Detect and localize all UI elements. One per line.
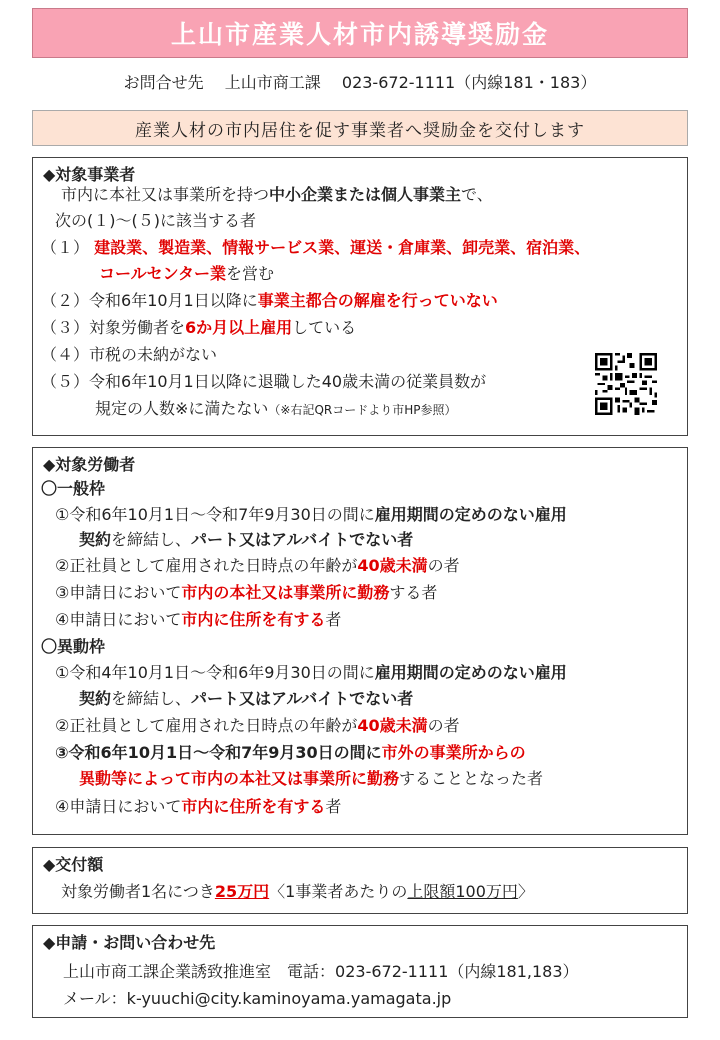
criterion-number: （５）: [41, 372, 90, 391]
contact-mail[interactable]: メール：k-yuuchi@city.kaminoyama.yamagata.jp: [63, 989, 452, 1008]
text-bold: 雇用期間の定めのない雇用: [374, 505, 567, 524]
transfer-item-3-cont: [79, 768, 543, 790]
contact-label: お問合せ先: [123, 73, 204, 92]
text: することとなった者: [399, 769, 544, 788]
section-heading: ◆交付額: [43, 855, 104, 874]
general-item-1: [55, 504, 567, 526]
criterion-2: [41, 290, 498, 312]
general-item-1-cont: [79, 529, 413, 551]
contact-office-line: [63, 961, 579, 983]
text: ④申請日において: [55, 797, 182, 816]
text-red: 市外の事業所からの: [381, 743, 526, 762]
transfer-item-1: [55, 662, 567, 684]
text-red: 6か月以上雇用: [185, 318, 293, 337]
criterion-1-cont: [99, 263, 274, 285]
page-title: 上山市産業人材市内誘導奨励金: [32, 8, 688, 58]
text: の者: [427, 556, 460, 575]
criterion-number: （１）: [41, 238, 90, 257]
section-grant-amount: [32, 847, 688, 914]
text-bold: 契約: [79, 530, 112, 549]
text: ①令和6年10月1日～令和7年9月30日の間に: [55, 505, 375, 524]
text: を営む: [226, 264, 275, 283]
text-bold: ③令和6年10月1日～令和7年9月30日の間に: [55, 743, 382, 762]
text: 規定の人数※に満たない: [95, 399, 269, 418]
text: を締結し、: [111, 689, 192, 708]
criterion-number: （２）: [41, 291, 90, 310]
text: 者: [325, 610, 342, 629]
text-red: 40歳未満: [357, 716, 428, 735]
text: ④申請日において: [55, 610, 182, 629]
text: ②正社員として雇用された日時点の年齢が: [55, 556, 358, 575]
text: を締結し、: [111, 530, 192, 549]
subtitle: 産業人材の市内居住を促す事業者へ奨励金を交付します: [32, 110, 688, 146]
criterion-4: [41, 344, 217, 366]
transfer-item-3: [55, 742, 526, 764]
text: 令和6年10月1日以降に退職した40歳未満の従業員数が: [89, 372, 487, 391]
general-frame-title: 〇一般枠: [41, 479, 106, 498]
text: 市税の未納がない: [89, 345, 218, 364]
transfer-item-2: [55, 715, 460, 737]
text-red: 市内に住所を有する: [181, 610, 326, 629]
text: 対象労働者1名につき: [61, 882, 215, 901]
text-red: 市内の本社又は事業所に勤務: [181, 583, 390, 602]
qr-code-icon[interactable]: [595, 353, 657, 415]
text-red: 事業主都合の解雇を行っていない: [257, 291, 498, 310]
criterion-3: [41, 317, 356, 339]
text-bold: 中小企業または個人事業主: [269, 185, 462, 204]
text: 令和6年10月1日以降に: [89, 291, 258, 310]
section-target-workers: [32, 447, 688, 835]
transfer-frame-title: 〇異動枠: [41, 637, 106, 656]
section-application-contact: [32, 925, 688, 1018]
criterion-5: [41, 371, 486, 393]
section-heading: ◆対象労働者: [43, 455, 136, 474]
general-item-2: [55, 555, 460, 577]
criteria-intro-2: 次の(１)～(５)に該当する者: [55, 211, 256, 230]
general-item-4: [55, 609, 341, 631]
criterion-number: （４）: [41, 345, 90, 364]
contact-line: [0, 70, 720, 93]
criteria-intro: [61, 184, 493, 206]
text: 者: [325, 797, 342, 816]
text-red: 建設業、製造業、情報サービス業、運送・倉庫業、卸売業、宿泊業、: [94, 238, 591, 257]
text-bold: 雇用期間の定めのない雇用: [374, 663, 567, 682]
text: 市内に本社又は事業所を持つ: [61, 185, 270, 204]
criterion-number: （３）: [41, 318, 90, 337]
text: する者: [389, 583, 438, 602]
contact-office: 上山市商工課企業誘致推進室: [63, 962, 272, 981]
section-heading: ◆対象事業者: [43, 165, 136, 184]
text: 〈1事業者あたりの: [269, 882, 408, 901]
grant-amount: 25万円: [214, 882, 270, 901]
text-red: 異動等によって市内の本社又は事業所に勤務: [79, 769, 400, 788]
text-bold: パート又はアルバイトでない者: [191, 530, 414, 549]
text-bold: 契約: [79, 689, 112, 708]
section-target-employers: [32, 157, 688, 436]
general-item-3: [55, 582, 437, 604]
qr-note: （※右記QRコードより市HP参照）: [268, 403, 457, 417]
contact-phone: 023-672-1111（内線181・183）: [341, 73, 597, 92]
text-red: 40歳未満: [357, 556, 428, 575]
text: で、: [461, 185, 493, 204]
contact-phone: 電話：023-672-1111（内線181,183）: [287, 962, 579, 981]
text: 対象労働者を: [89, 318, 186, 337]
text: 〉: [517, 882, 534, 901]
text: ②正社員として雇用された日時点の年齢が: [55, 716, 358, 735]
text-bold: パート又はアルバイトでない者: [191, 689, 414, 708]
text-red: コールセンター業: [99, 264, 227, 283]
transfer-item-1-cont: [79, 688, 413, 710]
text-red: 市内に住所を有する: [181, 797, 326, 816]
text: ③申請日において: [55, 583, 182, 602]
section-heading: ◆申請・お問い合わせ先: [43, 933, 216, 952]
grant-amount-line: [61, 881, 534, 903]
criterion-5-cont: [95, 398, 457, 421]
text: ①令和4年10月1日～令和6年9月30日の間に: [55, 663, 375, 682]
text: の者: [427, 716, 460, 735]
contact-dept: 上山市商工課: [224, 73, 321, 92]
text: している: [292, 318, 357, 337]
transfer-item-4: [55, 796, 341, 818]
grant-limit: 上限額100万円: [407, 882, 518, 901]
criterion-1: [41, 237, 590, 259]
